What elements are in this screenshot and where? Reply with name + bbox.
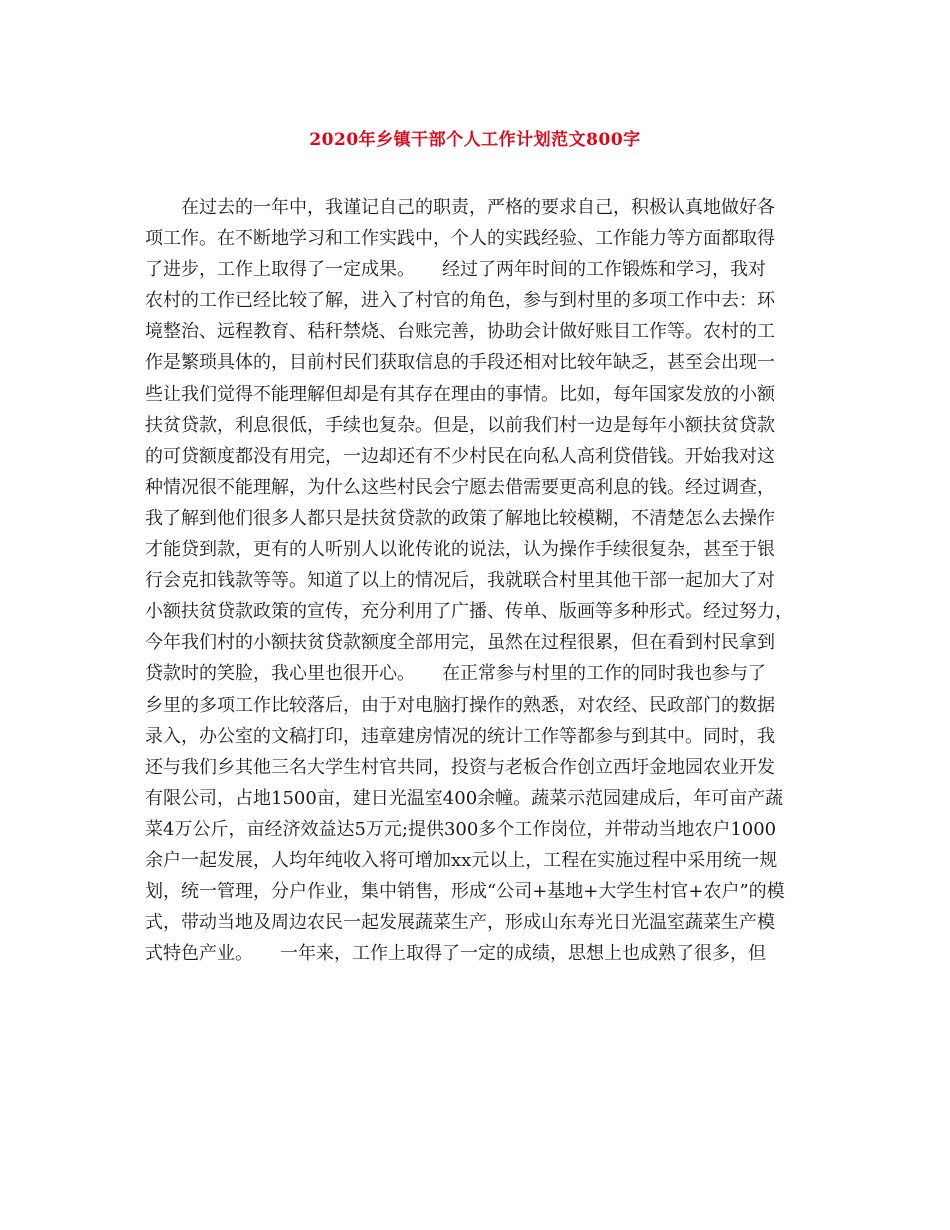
body-line: 贷款时的笑脸，我心里也很开心。 在正常参与村里的工作的同时我也参与了 <box>145 663 766 685</box>
body-line: 的可贷额度都没有用完，一边却还有不少村民在向私人高利贷借钱。开始我对这 <box>145 445 775 467</box>
body-line: 项工作。在不断地学习和工作实践中，个人的实践经验、工作能力等方面都取得 <box>145 228 775 250</box>
body-line: 划，统一管理，分户作业，集中销售，形成“公司+基地+大学生村官+农户”的模 <box>145 881 785 903</box>
body-line: 扶贫贷款，利息很低，手续也复杂。但是，以前我们村一边是每年小额扶贫贷款 <box>145 414 775 436</box>
body-line: 小额扶贫贷款政策的宣传，充分利用了广播、传单、版画等多种形式。经过努力， <box>145 601 793 623</box>
body-line: 余户一起发展，人均年纯收入将可增加xx元以上，工程在实施过程中采用统一规 <box>145 849 778 871</box>
body-line: 菜4万公斤，亩经济效益达5万元;提供300多个工作岗位，并带动当地农户1000 <box>145 818 777 840</box>
document-body <box>145 192 805 969</box>
body-line: 了进步，工作上取得了一定成果。 经过了两年时间的工作锻炼和学习，我对 <box>145 259 766 281</box>
body-line: 农村的工作已经比较了解，进入了村官的角色，参与到村里的多项工作中去：环 <box>145 290 775 312</box>
body-line: 在过去的一年中，我谨记自己的职责，严格的要求自己，积极认真地做好各 <box>145 197 775 218</box>
body-line: 式，带动当地及周边农民一起发展蔬菜生产，形成山东寿光日光温室蔬菜生产模 <box>145 912 775 934</box>
body-line: 才能贷到款，更有的人听别人以讹传讹的说法，认为操作手续很复杂，甚至于银 <box>145 539 775 561</box>
body-line: 我了解到他们很多人都只是扶贫贷款的政策了解地比较模糊，不清楚怎么去操作 <box>145 507 775 529</box>
body-line: 种情况很不能理解，为什么这些村民会宁愿去借需要更高利息的钱。经过调查， <box>145 476 775 498</box>
body-line: 有限公司，占地1500亩，建日光温室400余幢。蔬菜示范园建成后，年可亩产蔬 <box>145 787 784 809</box>
body-line: 乡里的多项工作比较落后，由于对电脑打操作的熟悉，对农经、民政部门的数据 <box>145 694 775 716</box>
body-line: 还与我们乡其他三名大学生村官共同，投资与老板合作创立西圩金地园农业开发 <box>145 756 775 778</box>
body-line: 今年我们村的小额扶贫贷款额度全部用完，虽然在过程很累，但在看到村民拿到 <box>145 632 775 654</box>
body-line: 些让我们觉得不能理解但却是有其存在理由的事情。比如，每年国家发放的小额 <box>145 383 775 405</box>
body-line: 作是繁琐具体的，目前村民们获取信息的手段还相对比较年缺乏，甚至会出现一 <box>145 352 775 374</box>
body-line: 式特色产业。 一年来，工作上取得了一定的成绩，思想上也成熟了很多，但 <box>145 943 766 965</box>
body-line: 境整治、远程教育、秸秆禁烧、台账完善，协助会计做好账目工作等。农村的工 <box>145 321 775 343</box>
body-line: 录入，办公室的文稿打印，违章建房情况的统计工作等都参与到其中。同时，我 <box>145 725 775 747</box>
body-line: 行会克扣钱款等等。知道了以上的情况后，我就联合村里其他干部一起加大了对 <box>145 570 775 592</box>
document-title: 2020年乡镇干部个人工作计划范文800字 <box>309 130 641 150</box>
